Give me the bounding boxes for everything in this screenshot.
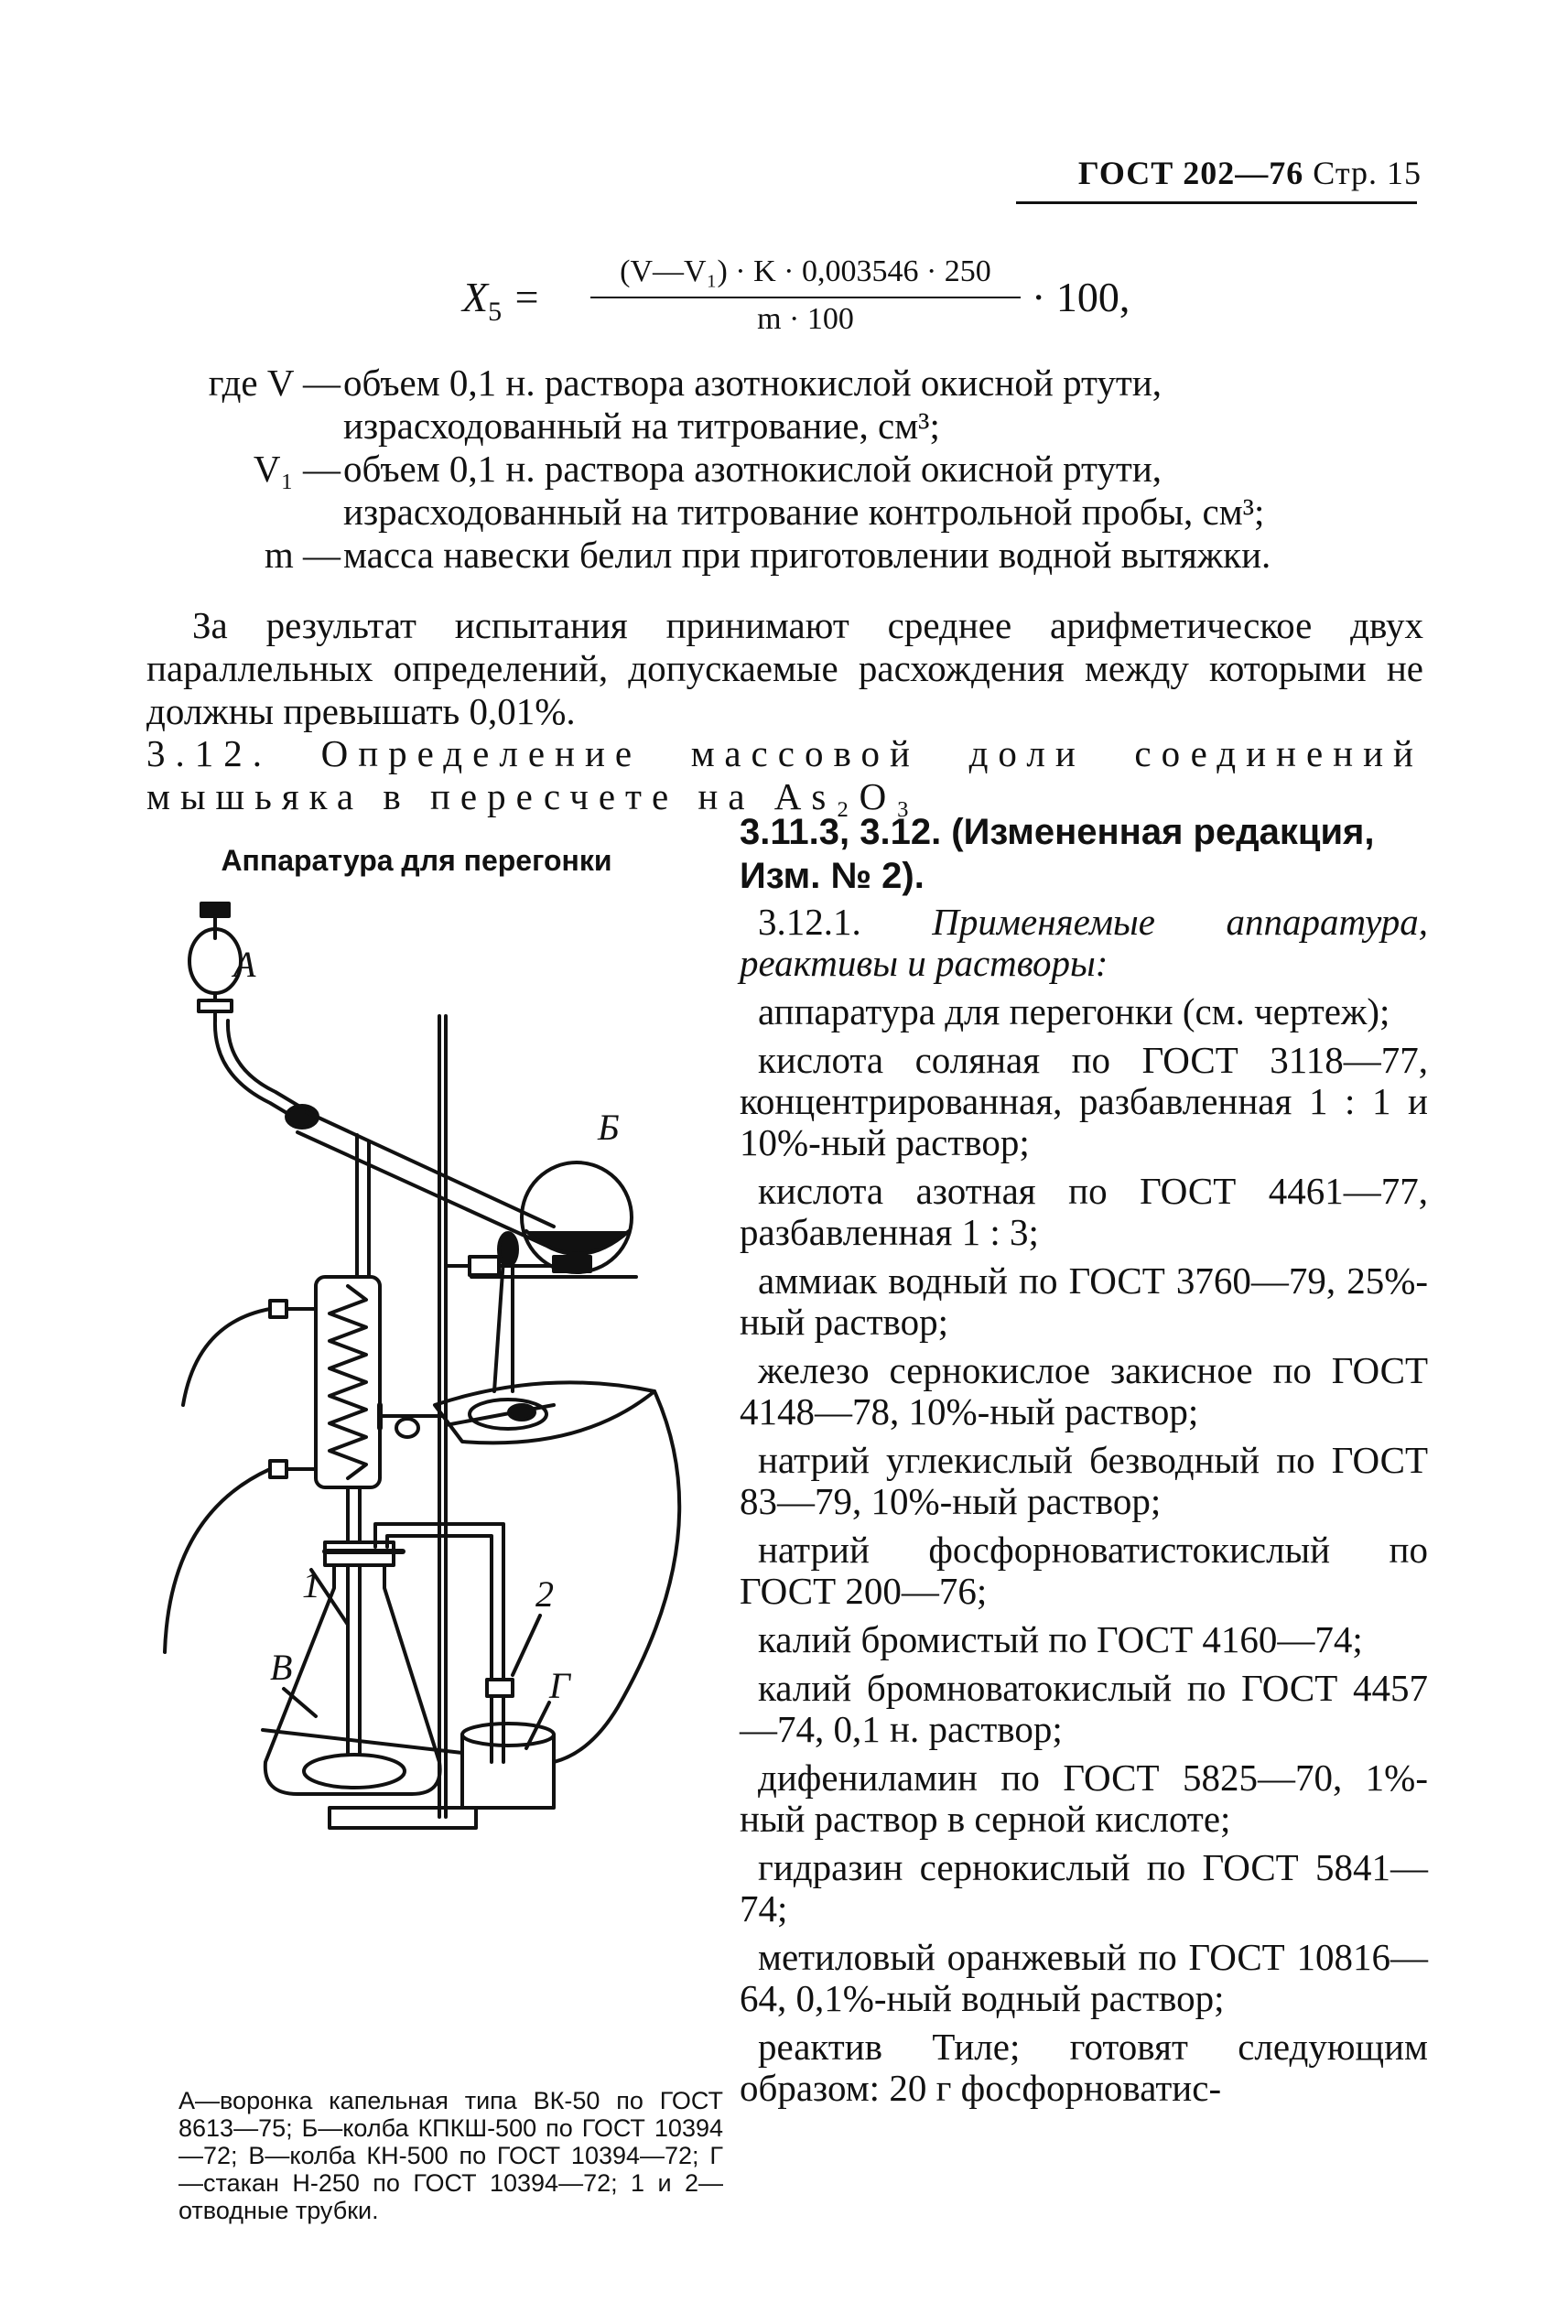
definition-symbol: m — — [264, 534, 341, 576]
stand-base — [330, 1808, 476, 1828]
definition-symbol: где V — — [208, 362, 341, 404]
reagent-item: натрий углекислый безводный по ГОСТ 83—79, 10%-ный раствор; — [740, 1439, 1428, 1522]
label-v: В — [270, 1647, 293, 1688]
reagent-item: реактив Тиле; готовят следующим образом: 20 г фосфорноватис- — [740, 2026, 1428, 2109]
funnel-stopcock-top — [201, 903, 229, 916]
reagent-item: натрий фосфорноватистокислый по ГОСТ 200—76; — [740, 1529, 1428, 1612]
formula-numerator: (V—V₁) · K · 0,003546 · 250 — [620, 254, 991, 288]
definition-text: объем 0,1 н. раствора азотнокислой окисной ртути, израсходованный на титрование контрольной пробы, см³; — [343, 448, 1265, 533]
result-paragraph: За результат испытания принимают среднее арифметическое двух параллельных определений, допускаемые расхождения между которыми не должны превышать 0,01%. — [146, 604, 1423, 732]
formula-denominator: m · 100 — [757, 302, 854, 336]
label-b: Б — [598, 1107, 620, 1148]
reagents-list — [740, 902, 1428, 2116]
formula-tail: · 100, — [1032, 274, 1130, 320]
reagent-item: аппаратура для перегонки (см. чертеж); — [758, 990, 1390, 1032]
label-1: 1 — [302, 1564, 320, 1605]
formula-x5 — [462, 247, 1158, 357]
definition-text: объем 0,1 н. раствора азотнокислой окисной ртути, израсходованный на титрование, см³; — [343, 362, 1162, 447]
reagent-item: дифениламин по ГОСТ 5825—70, 1%-ный раствор в серной кислоте; — [740, 1757, 1428, 1840]
funnel-stopcock-bottom — [199, 1000, 232, 1011]
section-heading-3-12: 3.12. Определение массовой доли соединений мышьяка в пересчете на As₂O₃ — [146, 732, 1423, 817]
distillation-apparatus-figure — [160, 892, 719, 2018]
definition-text: масса навески белил при приготовлении водной вытяжки. — [343, 534, 1271, 576]
definition-item — [137, 362, 1428, 448]
definition-symbol: V₁ — — [253, 448, 341, 490]
label-a: А — [233, 944, 256, 985]
standard-number: ГОСТ 202—76 — [1077, 155, 1304, 191]
header-rule — [1016, 201, 1417, 204]
page-header — [1078, 154, 1422, 192]
label-g: Г — [549, 1665, 570, 1706]
formula-lhs: $X_5$ = — [462, 274, 541, 328]
reagent-item: кислота соляная по ГОСТ 3118—77, концентрированная, разбавленная 1 : 1 и 10%-ный раствор; — [740, 1039, 1428, 1163]
fraction-bar — [590, 297, 1021, 298]
figure-caption: А—воронка капельная типа ВК-50 по ГОСТ 8613—75; Б—колба КПКШ-500 по ГОСТ 10394—72; В—колба КН-500 по ГОСТ 10394—72; Г—стакан Н-250 по ГОСТ 10394—72; 1 и 2—отводные трубки. — [178, 2087, 723, 2224]
figure-title: Аппаратура для перегонки — [221, 844, 612, 877]
label-2: 2 — [535, 1573, 554, 1615]
definitions-list — [137, 362, 1428, 577]
reagent-item: аммиак водный по ГОСТ 3760—79, 25%-ный раствор; — [740, 1259, 1428, 1343]
page-number: Стр. 15 — [1313, 155, 1422, 191]
definition-item — [137, 448, 1428, 534]
reagent-item: калий бромистый по ГОСТ 4160—74; — [758, 1618, 1363, 1660]
reagent-item: железо сернокислое закисное по ГОСТ 4148—78, 10%-ный раствор; — [740, 1349, 1428, 1432]
reagent-item: метиловый оранжевый по ГОСТ 10816—64, 0,1%-ный водный раствор; — [740, 1936, 1428, 2019]
amendment-note: 3.11.3, 3.12. (Измененная редакция, Изм. № 2). — [740, 812, 1375, 896]
reagent-item: калий бромноватокислый по ГОСТ 4457—74, 0,1 н. раствор; — [740, 1667, 1428, 1750]
subsection-heading: 3.12.1. Применяемые аппаратура, реактивы и растворы: — [740, 901, 1428, 984]
reagent-item: кислота азотная по ГОСТ 4461—77, разбавленная 1 : 3; — [740, 1170, 1428, 1253]
reagent-item: гидразин сернокислый по ГОСТ 5841—74; — [740, 1846, 1428, 1929]
condenser-coil — [330, 1286, 366, 1478]
definition-item — [137, 534, 1428, 577]
